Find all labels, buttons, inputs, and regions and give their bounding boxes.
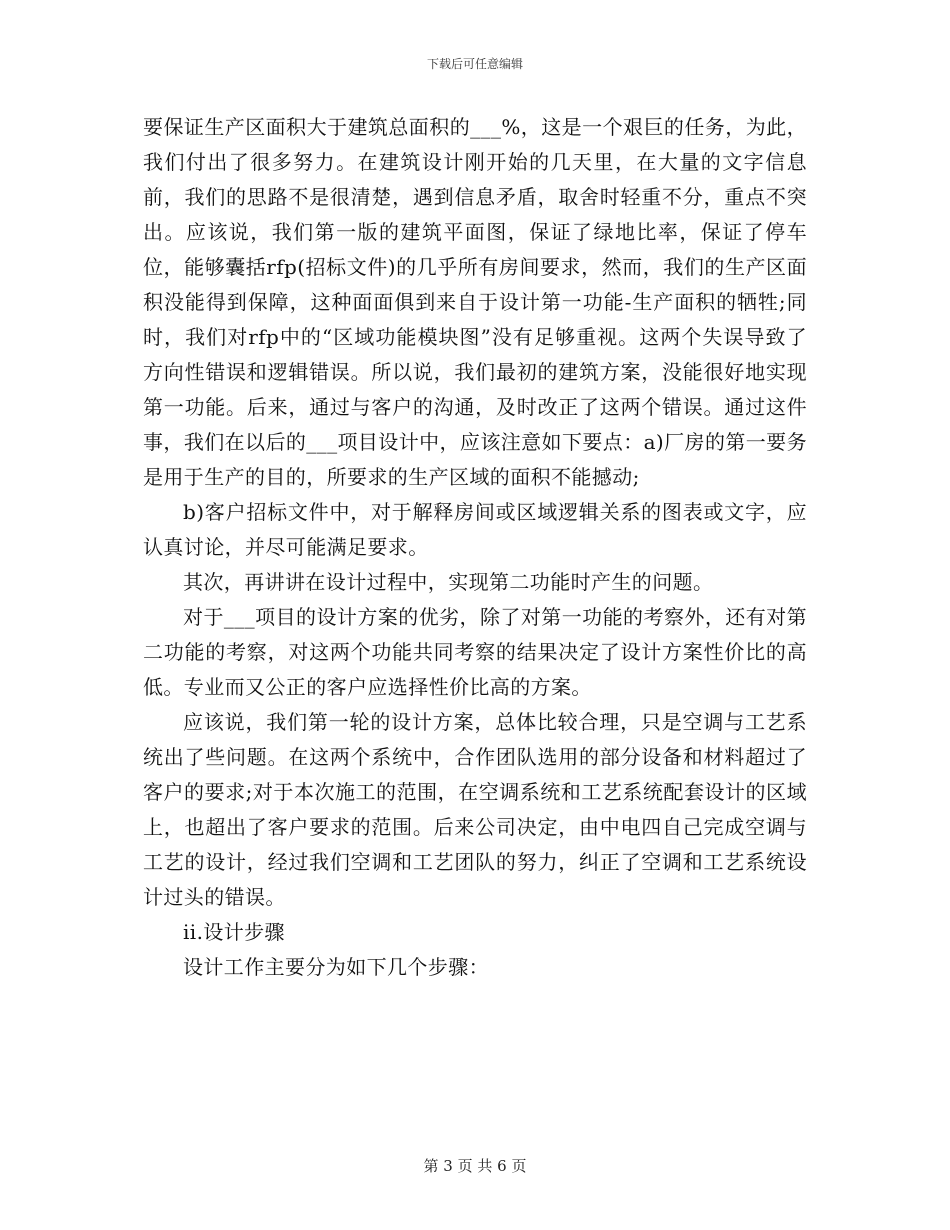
paragraph-point-b: b)客户招标文件中，对于解释房间或区域逻辑关系的图表或文字，应认真讨论，并尽可能满足要求。 bbox=[143, 500, 807, 559]
section-heading-design-steps: ii.设计步骤 bbox=[183, 920, 285, 944]
paragraph-second-function-intro: 其次，再讲讲在设计过程中，实现第二功能时产生的问题。 bbox=[183, 570, 714, 594]
page-number: 第 3 页 共 6 页 bbox=[423, 1157, 527, 1175]
paragraph-design-steps-intro: 设计工作主要分为如下几个步骤： bbox=[183, 955, 489, 979]
paragraph-hvac-process-issues: 应该说，我们第一轮的设计方案，总体比较合理，只是空调与工艺系统出了些问题。在这两个系统中，合作团队选用的部分设备和材料超过了客户的要求;对于本次施工的范围，在空调系统和工艺系统配套设计的区域上，也超出了客户要求的范围。后来公司决定，由中电四自己完成空调与工艺的设计，经过我们空调和工艺团队的努力，纠正了空调和工艺系统设计过头的错误。 bbox=[143, 710, 807, 909]
paragraph-second-function-evaluation: 对于___项目的设计方案的优劣，除了对第一功能的考察外，还有对第二功能的考察，对这两个功能共同考察的结果决定了设计方案性价比的高低。专业而又公正的客户应选择性价比高的方案。 bbox=[143, 605, 807, 699]
paragraph-first-function: 要保证生产区面积大于建筑总面积的___%，这是一个艰巨的任务，为此，我们付出了很多努力。在建筑设计刚开始的几天里，在大量的文字信息前，我们的思路不是很清楚，遇到信息矛盾，取舍时轻重不分，重点不突出。应该说，我们第一版的建筑平面图，保证了绿地比率，保证了停车位，能够囊括rfp(招标文件)的几乎所有房间要求，然而，我们的生产区面积没能得到保障，这种面面俱到来自于设计第一功能-生产面积的牺牲;同时，我们对rfp中的“区域功能模块图”没有足够重视。这两个失误导致了方向性错误和逻辑错误。所以说，我们最初的建筑方案，没能很好地实现第一功能。后来，通过与客户的沟通，及时改正了这两个错误。通过这件事，我们在以后的___项目设计中，应该注意如下要点：a)厂房的第一要务是用于生产的目的，所要求的生产区域的面积不能撼动; bbox=[143, 115, 807, 489]
document-body bbox=[143, 110, 807, 985]
page-header: 下载后可任意编辑 bbox=[426, 57, 523, 71]
